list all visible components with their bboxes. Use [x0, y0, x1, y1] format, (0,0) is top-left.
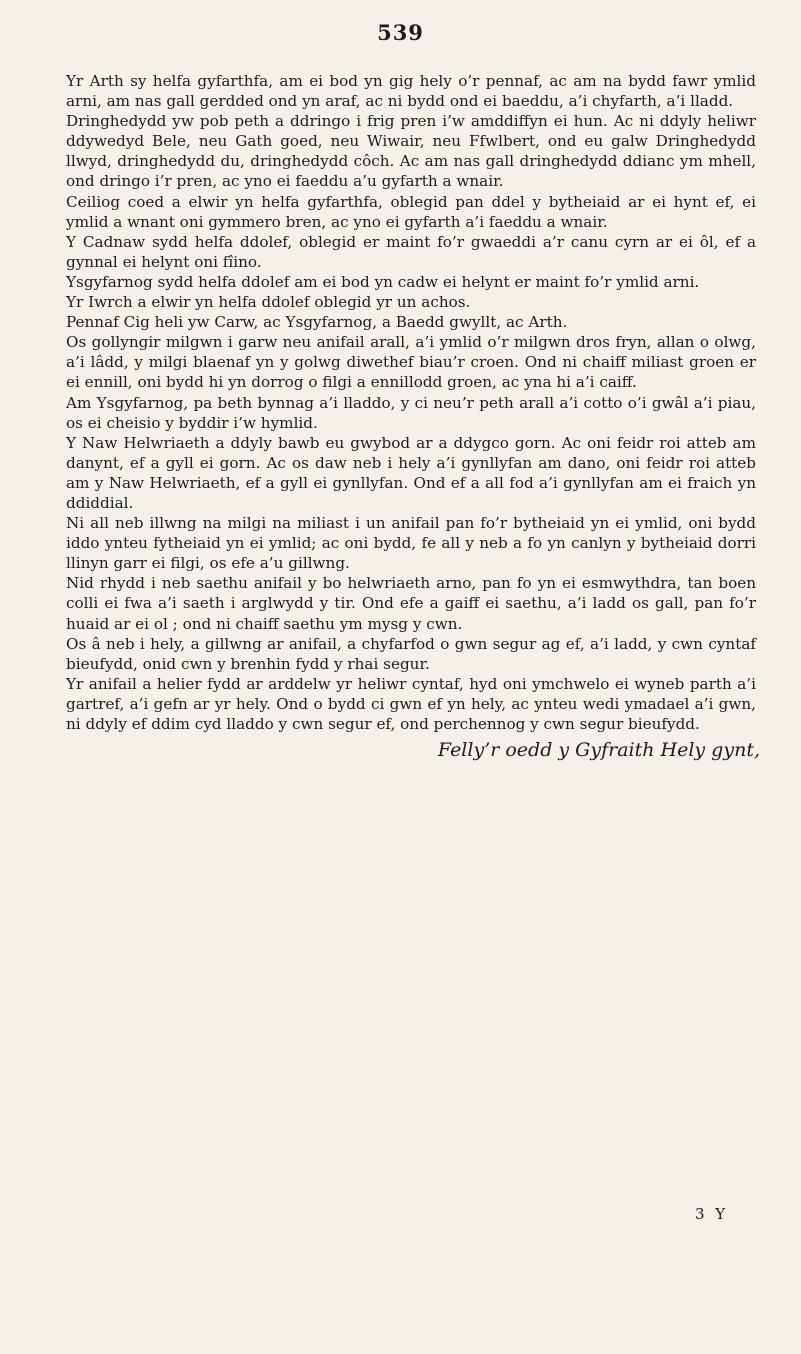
- paragraph: Pennaf Cig heli yw Carw, ac Ysgyfarnog, a Baedd gwyllt, ac Arth.: [66, 313, 568, 332]
- paragraph: Y Naw Helwriaeth a ddyly bawb eu gwybod ar a ddygco gorn. Ac oni feidr roi atteb am danynt, ef a gyll ei gorn. Ac os daw neb i hely a’i gynllyfan am dano, oni feidr roi atteb am y Naw Helwriaeth, ef a gyll ei gynllyfan. Ond ef a all fod a’i gynllyfan am ei fraich yn ddiddial.: [66, 433, 756, 512]
- closing-line: Felly’r oedd y Gyfraith Hely gynt,: [437, 739, 760, 761]
- paragraph: Am Ysgyfarnog, pa beth bynnag a’i lladdo, y ci neu’r peth arall a’i cotto o’i gwâl a’i piau, os ei cheisio y byddir i’w hymlid.: [66, 393, 756, 432]
- page-number: 539: [377, 20, 424, 45]
- paragraph: Yr Arth sy helfa gyfarthfa, am ei bod yn gig hely o’r pennaf, ac am na bydd fawr ymlid arni, am nas gall gerdded ond yn araf, ac ni bydd ond ei baeddu, a’i chyfarth, a’i lladd.: [66, 72, 756, 111]
- paragraph: Nid rhydd i neb saethu anifail y bo helwriaeth arno, pan fo yn ei esmwythdra, tan boen colli ei fwa a’i saeth i arglwydd y tir. Ond efe a gaiff ei saethu, a’i ladd os gall, pan fo’r huaid ar ei ol ; ond ni chaiff saethu ym mysg y cwn.: [66, 574, 756, 633]
- signature-mark: 3 Y: [695, 1205, 729, 1223]
- paragraph: Yr anifail a helier fydd ar arddelw yr heliwr cyntaf, hyd oni ymchwelo ei wyneb parth a’i gartref, a’i gefn ar yr hely. Ond o bydd ci gwn ef yn hely, ac ynteu wedi ymadael a’i gwn, ni ddyly ef ddim cyd lladdo y cwn segur ef, ond perchennog y cwn segur bieufydd.: [66, 674, 756, 733]
- paragraph: Yr Iwrch a elwir yn helfa ddolef oblegid yr un achos.: [66, 293, 471, 312]
- paragraph: Os â neb i hely, a gillwng ar anifail, a chyfarfod o gwn segur ag ef, a’i ladd, y cwn cyntaf bieufydd, onid cwn y brenhin fydd y rhai segur.: [66, 634, 756, 673]
- paragraph: Ysgyfarnog sydd helfa ddolef am ei bod yn cadw ei helynt er maint fo’r ymlid arni.: [66, 272, 700, 291]
- paragraph: Dringhedydd yw pob peth a ddringo i frig pren i’w amddiffyn ei hun. Ac ni ddyly heliwr ddywedyd Bele, neu Gath goed, neu Wiwair, neu Ffwlbert, ond eu galw Dringhedydd llwyd, dringhedydd du, dringhedydd côch. Ac am nas gall dringhedydd ddianc ym mhell, ond dringo i’r pren, ac yno ei faeddu a’u gyfarth a wnair.: [66, 112, 756, 191]
- paragraph: Ceiliog coed a elwir yn helfa gyfarthfa, oblegid pan ddel y bytheiaid ar ei hynt ef, ei ymlid a wnant oni gymmero bren, ac yno ei gyfarth a’i faeddu a wnair.: [66, 192, 756, 231]
- paragraph: Ni all neb illwng na milgi na miliast i un anifail pan fo’r bytheiaid yn ei ymlid, oni bydd iddo ynteu fytheiaid yn ei ymlid; ac oni bydd, fe all y neb a fo yn canlyn y bytheiaid dorri llinyn garr ei filgi, os efe a’u gillwng.: [66, 514, 756, 573]
- body-text: [66, 71, 756, 734]
- paragraph: Y Cadnaw sydd helfa ddolef, oblegid er maint fo’r gwaeddi a’r canu cyrn ar ei ôl, ef a gynnal ei helynt oni fîino.: [66, 232, 756, 271]
- paragraph: Os gollyngir milgwn i garw neu anifail arall, a’i ymlid o’r milgwn dros fryn, allan o olwg, a’i lâdd, y milgi blaenaf yn y golwg diwethef biau’r croen. Ond ni chaiff miliast groen er ei ennill, oni bydd hi yn dorrog o filgi a ennillodd groen, ac yna hi a’i caiff.: [66, 333, 756, 392]
